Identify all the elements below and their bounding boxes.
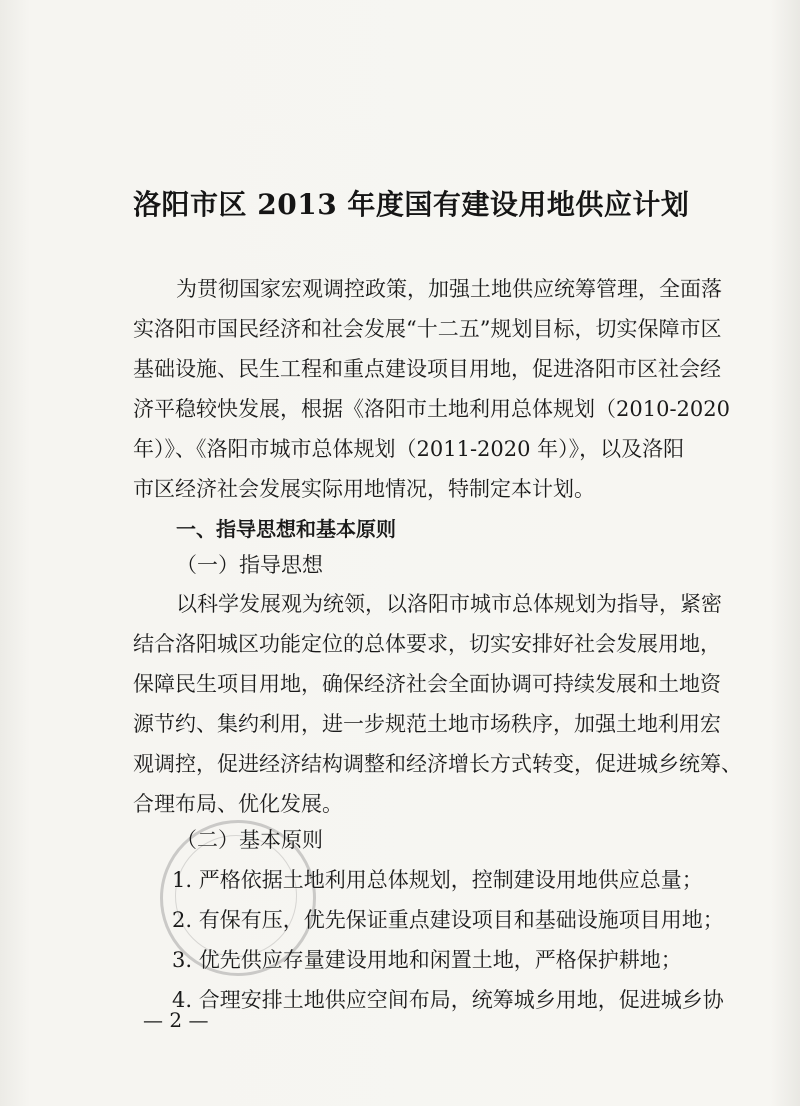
subsection-heading-basic-principles: （二）基本原则 xyxy=(176,828,323,852)
intro-line-3: 基础设施、民生工程和重点建设项目用地，促进洛阳市区社会经 xyxy=(133,357,721,381)
bleed-through-text xyxy=(529,559,550,589)
intro-line-5: 年）》、《洛阳市城市总体规划（2011-2020 年）》，以及洛阳 xyxy=(133,437,685,461)
principle-item-4: 4. 合理安排土地供应空间布局，统筹城乡用地，促进城乡协 xyxy=(172,988,724,1012)
intro-line-2: 实洛阳市国民经济和社会发展“十二五”规划目标，切实保障市区 xyxy=(133,317,722,341)
guiding-line-4: 源节约、集约利用，进一步规范土地市场秩序，加强土地利用宏 xyxy=(133,712,721,736)
principle-item-1: 1. 严格依据土地利用总体规划，控制建设用地供应总量； xyxy=(172,868,703,892)
intro-line-4: 济平稳较快发展，根据《洛阳市土地利用总体规划（2010-2020 xyxy=(133,397,730,421)
guiding-line-6: 合理布局、优化发展。 xyxy=(133,792,343,816)
intro-line-1: 为贯彻国家宏观调控政策，加强土地供应统筹管理，全面落 xyxy=(176,277,722,301)
section-heading-guiding-principles: 一、指导思想和基本原则 xyxy=(176,517,396,541)
principle-item-2: 2. 有保有压，优先保证重点建设项目和基础设施项目用地； xyxy=(172,908,724,932)
guiding-line-2: 结合洛阳城区功能定位的总体要求，切实安排好社会发展用地， xyxy=(133,632,721,656)
guiding-line-3: 保障民生项目用地，确保经济社会全面协调可持续发展和土地资 xyxy=(133,672,721,696)
document-title: 洛阳市区 2013 年度国有建设用地供应计划 xyxy=(133,188,690,221)
intro-line-6: 市区经济社会发展实际用地情况，特制定本计划。 xyxy=(133,477,595,501)
guiding-line-5: 观调控，促进经济结构调整和经济增长方式转变，促进城乡统筹、 xyxy=(133,752,742,776)
page-number: — 2 — xyxy=(143,1008,209,1032)
principle-item-3: 3. 优先供应存量建设用地和闲置土地，严格保护耕地； xyxy=(172,948,682,972)
guiding-line-1: 以科学发展观为统领，以洛阳市城市总体规划为指导，紧密 xyxy=(176,592,722,616)
subsection-heading-guiding-thought: （一）指导思想 xyxy=(176,553,323,577)
